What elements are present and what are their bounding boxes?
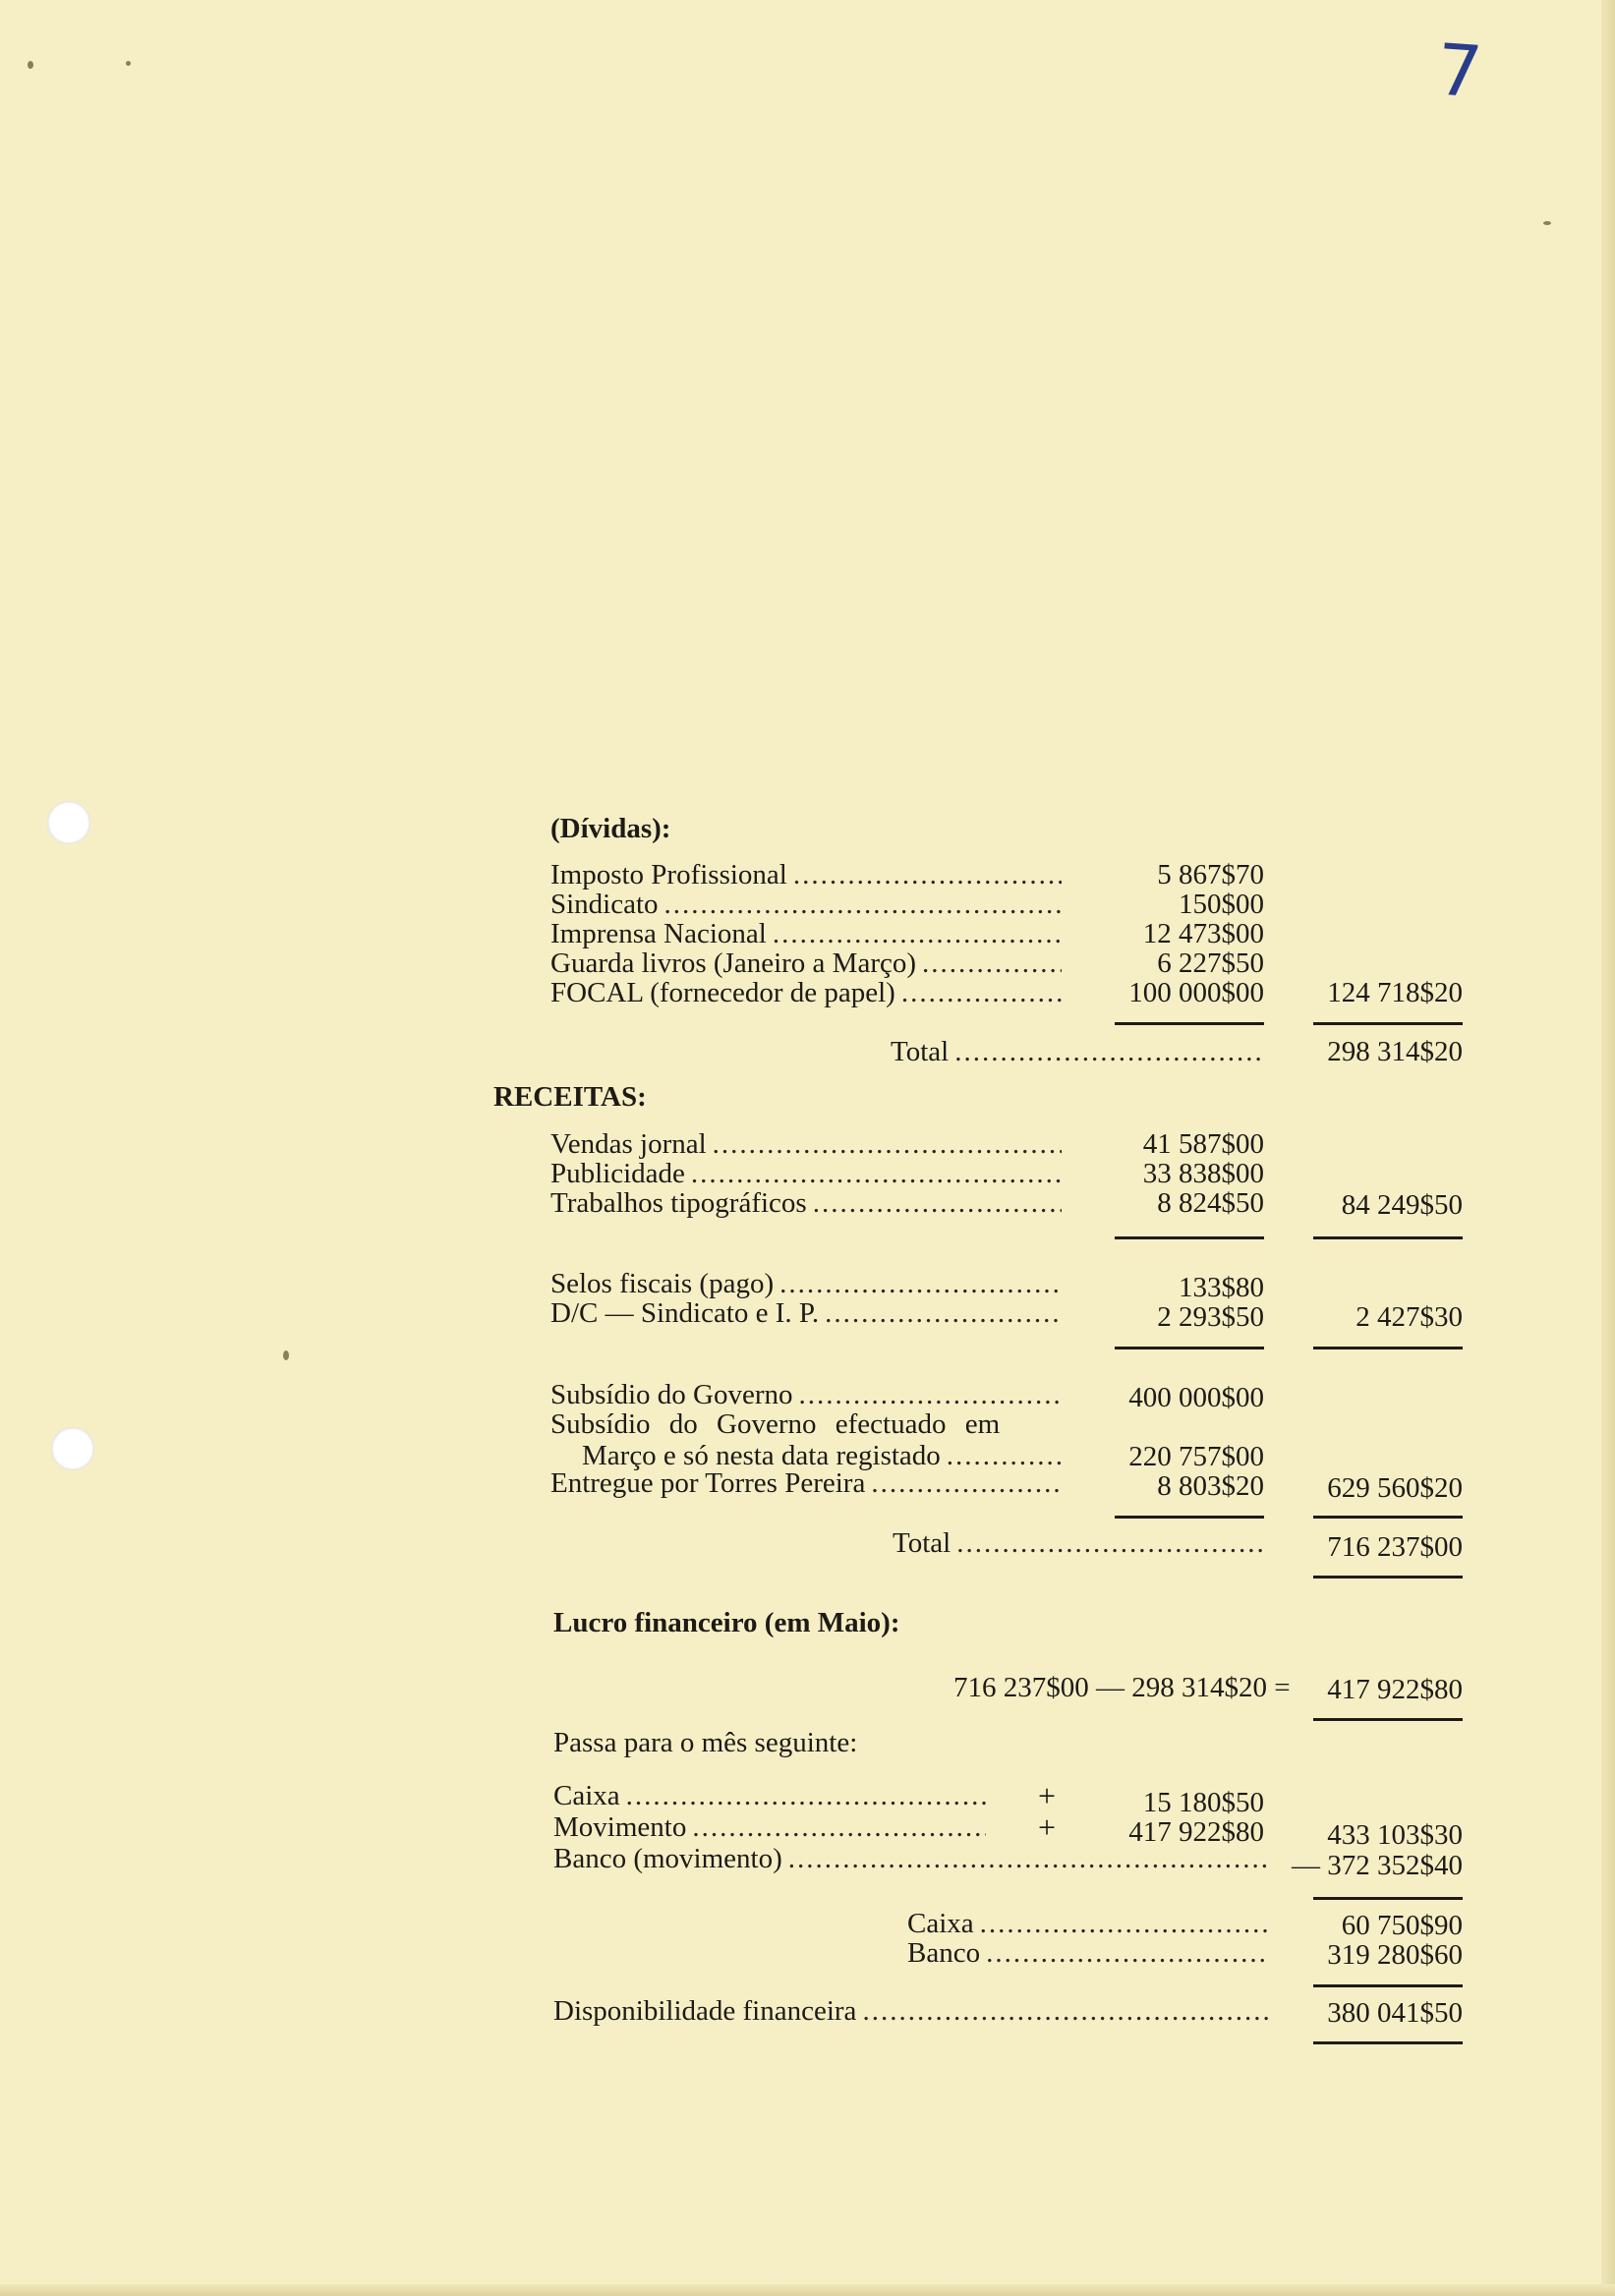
receitas-item-label: D/C — Sindicato e I. P. ..... [550,1297,1062,1329]
passa-movimento-subtotal: 433 103$30 [1327,1819,1463,1851]
rule [1313,1897,1463,1900]
receitas-subtotal: 2 427$30 [1355,1301,1463,1333]
dividas-item-value: 5 867$70 [1157,859,1264,890]
passa-banco-movimento-label: Banco (movimento) ..... [553,1843,1268,1874]
punch-hole-top [47,801,90,844]
receitas-item-label: Subsídio do Governo efectuado em [550,1408,1001,1440]
receitas-subtotal: 629 560$20 [1327,1472,1463,1504]
dividas-item-value: 150$00 [1179,889,1264,920]
passa-banco-movimento-value: — 372 352$40 [1292,1850,1463,1881]
rule [1313,1984,1463,1987]
receitas-item-value: 2 293$50 [1157,1301,1264,1333]
rule [1313,1516,1463,1519]
speck [1543,221,1551,225]
lucro-equation: 716 237$00 — 298 314$20 = [953,1672,1291,1703]
receitas-item-value: 33 838$00 [1142,1158,1264,1189]
rule [1313,1236,1463,1239]
dividas-item-label: Guarda livros (Janeiro a Março) ..... [550,947,1062,979]
dividas-total-value: 298 314$20 [1327,1036,1463,1067]
dividas-item-value: 6 227$50 [1157,947,1264,979]
dividas-item-label: FOCAL (fornecedor de papel) ..... [550,977,1062,1008]
rule [1313,1022,1463,1025]
speck [28,61,33,69]
receitas-item-label: Trabalhos tipográficos ..... [550,1187,1062,1219]
rule [1115,1236,1264,1239]
rule [1313,1347,1463,1349]
punch-hole-bottom [51,1427,94,1470]
receitas-total-label: Total ..... [893,1527,1264,1559]
plus-sign: + [1038,1778,1057,1813]
rule [1115,1347,1264,1349]
page-edge [1601,0,1615,2296]
plus-sign: + [1038,1809,1057,1845]
rule [1313,1718,1463,1721]
rule [1313,1576,1463,1578]
receitas-item-value: 8 824$50 [1157,1187,1264,1219]
rule [1115,1022,1264,1025]
passa-caixa-label: Caixa ..... [553,1780,986,1811]
passa-movimento-value: 417 922$80 [1128,1816,1264,1848]
receitas-item-value: 220 757$00 [1128,1441,1264,1472]
passa-heading: Passa para o mês seguinte: [553,1727,858,1758]
receitas-item-label: Março e só nesta data registado ..... [582,1440,1062,1471]
dividas-subtotal: 124 718$20 [1327,977,1463,1008]
receitas-item-label: Selos fiscais (pago) ..... [550,1268,1062,1299]
rule [1115,1516,1264,1519]
receitas-total-value: 716 237$00 [1327,1531,1463,1563]
dividas-item-label: Imprensa Nacional ..... [550,918,1062,949]
receitas-item-label: Publicidade ..... [550,1158,1062,1189]
dividas-item-value: 12 473$00 [1142,918,1264,949]
speck [126,61,131,66]
receitas-item-value: 400 000$00 [1128,1382,1264,1413]
receitas-item-value: 41 587$00 [1142,1128,1264,1160]
final-caixa-value: 60 750$90 [1341,1910,1463,1941]
rule [1313,2041,1463,2044]
disponibilidade-label: Disponibilidade financeira ..... [553,1995,1268,2027]
final-banco-label: Banco ..... [907,1937,1268,1969]
receitas-item-value: 133$80 [1179,1272,1264,1303]
lucro-heading: Lucro financeiro (em Maio): [553,1607,900,1638]
final-caixa-label: Caixa ..... [907,1908,1268,1939]
dividas-item-label: Sindicato ..... [550,889,1062,920]
passa-caixa-value: 15 180$50 [1142,1787,1264,1818]
dividas-item-label: Imposto Profissional ..... [550,859,1062,890]
dividas-heading: (Dívidas): [550,813,671,844]
receitas-item-value: 8 803$20 [1157,1470,1264,1502]
lucro-result: 417 922$80 [1327,1674,1463,1705]
receitas-heading: RECEITAS: [493,1081,647,1113]
receitas-item-label: Entregue por Torres Pereira ..... [550,1467,1062,1499]
disponibilidade-value: 380 041$50 [1327,1997,1463,2029]
dividas-total-label: Total ..... [891,1036,1264,1067]
dividas-item-value: 100 000$00 [1128,977,1264,1008]
page-bottom-edge [0,2284,1615,2296]
receitas-item-label: Vendas jornal ..... [550,1128,1062,1160]
receitas-item-label: Subsídio do Governo ..... [550,1379,1062,1410]
passa-movimento-label: Movimento ..... [553,1811,986,1843]
speck [283,1350,289,1360]
page-number-handwritten: 7 [1434,28,1485,114]
final-banco-value: 319 280$60 [1327,1939,1463,1971]
receitas-subtotal: 84 249$50 [1341,1189,1463,1221]
